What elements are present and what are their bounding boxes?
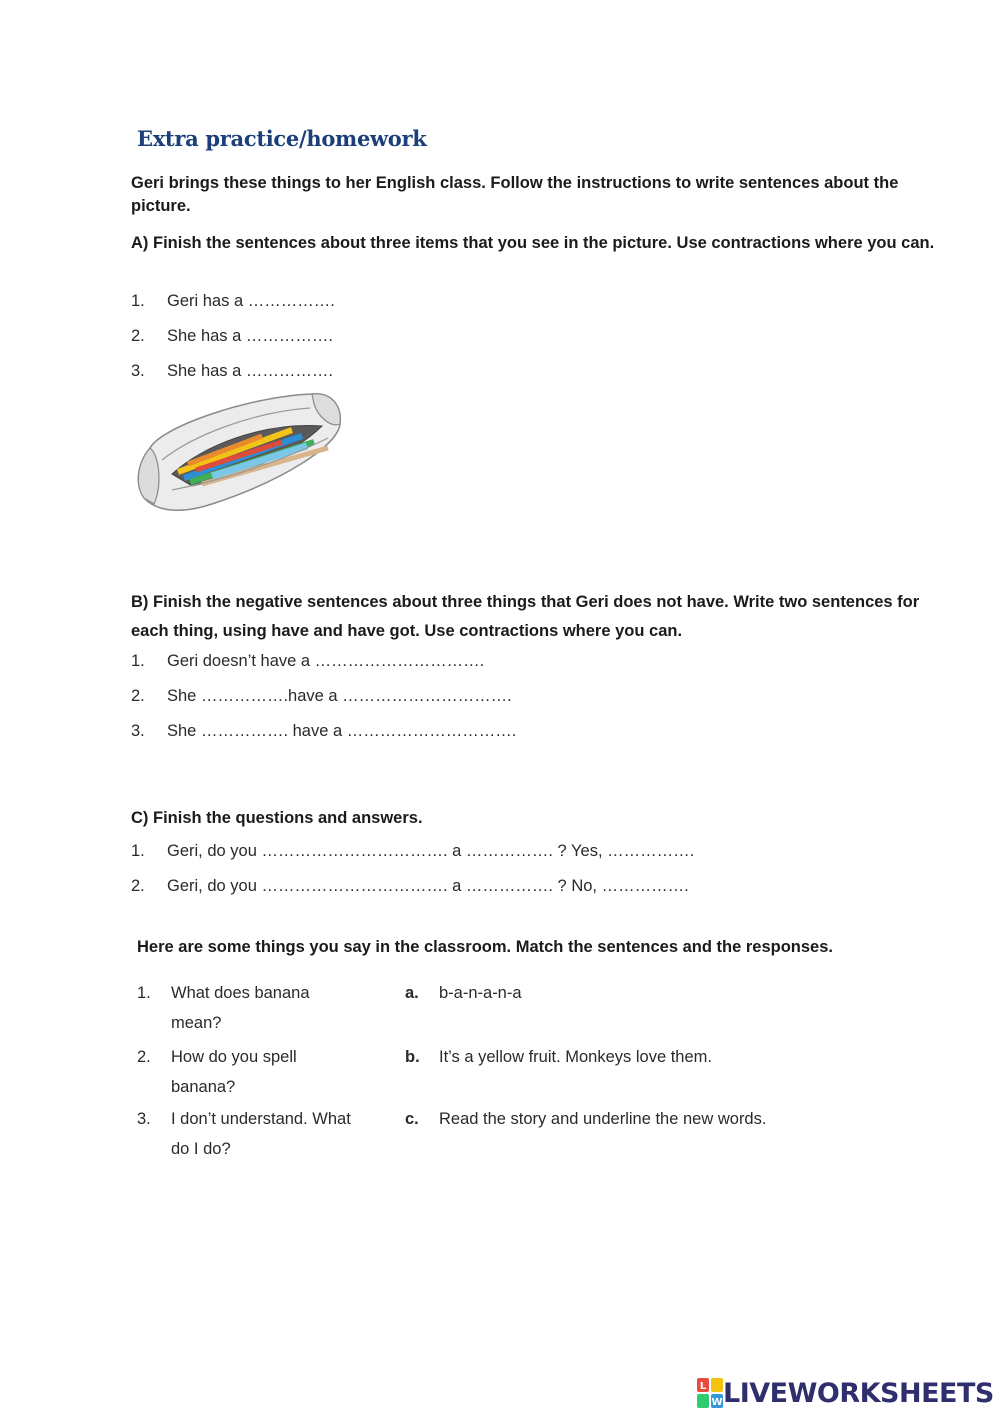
- match-question: [137, 978, 310, 1038]
- list-item: [131, 722, 516, 741]
- question-line: I don’t understand. What: [171, 1110, 351, 1128]
- item-text: Geri has a …………….: [167, 292, 335, 310]
- response-letter: c.: [405, 1110, 419, 1128]
- item-text: She has a …………….: [167, 362, 333, 380]
- pencil-case-image: [132, 386, 344, 518]
- list-item: [131, 362, 333, 381]
- page-title: Extra practice/homework: [137, 126, 427, 151]
- match-response: [405, 1104, 766, 1134]
- section-d-instruction: Here are some things you say in the classroom. Match the sentences and the responses.: [137, 938, 833, 956]
- list-item: [131, 327, 333, 346]
- question-line: banana?: [171, 1078, 236, 1096]
- item-text: Geri, do you ……………………………. a ……………. ? Yes, …………….: [167, 842, 695, 860]
- list-item: [131, 842, 694, 861]
- item-number: 3.: [131, 362, 145, 380]
- list-item: [131, 687, 512, 706]
- intro-text: Geri brings these things to her English class. Follow the instructions to write sentences about the picture.: [131, 174, 899, 215]
- list-item: [131, 292, 335, 311]
- match-question: [137, 1104, 351, 1164]
- response-text: Read the story and underline the new words.: [439, 1110, 767, 1128]
- logo-icon-letter: W: [711, 1397, 723, 1408]
- item-number: 3.: [137, 1110, 151, 1128]
- section-a-instruction: A) Finish the sentences about three items that you see in the picture. Use contractions where you can.: [131, 234, 935, 252]
- list-item: [131, 877, 689, 896]
- section-b-instruction: B) Finish the negative sentences about three things that Geri does not have. Write two sentences for each thing, using have and have got. Use contractions where you can.: [131, 593, 920, 640]
- response-text: b-a-n-a-n-a: [439, 984, 522, 1002]
- logo-text: LIVEWORKSHEETS: [723, 1377, 994, 1409]
- item-number: 2.: [131, 687, 145, 705]
- question-line: What does banana: [171, 984, 310, 1002]
- item-number: 3.: [131, 722, 145, 740]
- question-line: do I do?: [171, 1140, 231, 1158]
- match-response: [405, 978, 522, 1008]
- item-number: 1.: [131, 292, 145, 310]
- question-line: How do you spell: [171, 1048, 297, 1066]
- response-letter: a.: [405, 984, 419, 1002]
- item-text: Geri doesn’t have a ………………………….: [167, 652, 485, 670]
- item-number: 1.: [131, 652, 145, 670]
- section-c-instruction: C) Finish the questions and answers.: [131, 809, 423, 827]
- match-question: [137, 1042, 297, 1102]
- item-number: 1.: [131, 842, 145, 860]
- item-text: She …………….have a ………………………….: [167, 687, 512, 705]
- item-text: She has a …………….: [167, 327, 333, 345]
- match-response: [405, 1042, 712, 1072]
- logo-icon-letter: L: [699, 1381, 707, 1392]
- list-item: [131, 652, 484, 671]
- question-line: mean?: [171, 1014, 222, 1032]
- response-letter: b.: [405, 1048, 420, 1066]
- item-text: Geri, do you ……………………………. a ……………. ? No, …………….: [167, 877, 689, 895]
- response-text: It’s a yellow fruit. Monkeys love them.: [439, 1048, 712, 1066]
- item-number: 1.: [137, 984, 151, 1002]
- item-text: She ……………. have a ………………………….: [167, 722, 517, 740]
- liveworksheets-logo: [697, 1376, 994, 1410]
- item-number: 2.: [131, 877, 145, 895]
- logo-icon: [697, 1378, 723, 1408]
- item-number: 2.: [137, 1048, 151, 1066]
- item-number: 2.: [131, 327, 145, 345]
